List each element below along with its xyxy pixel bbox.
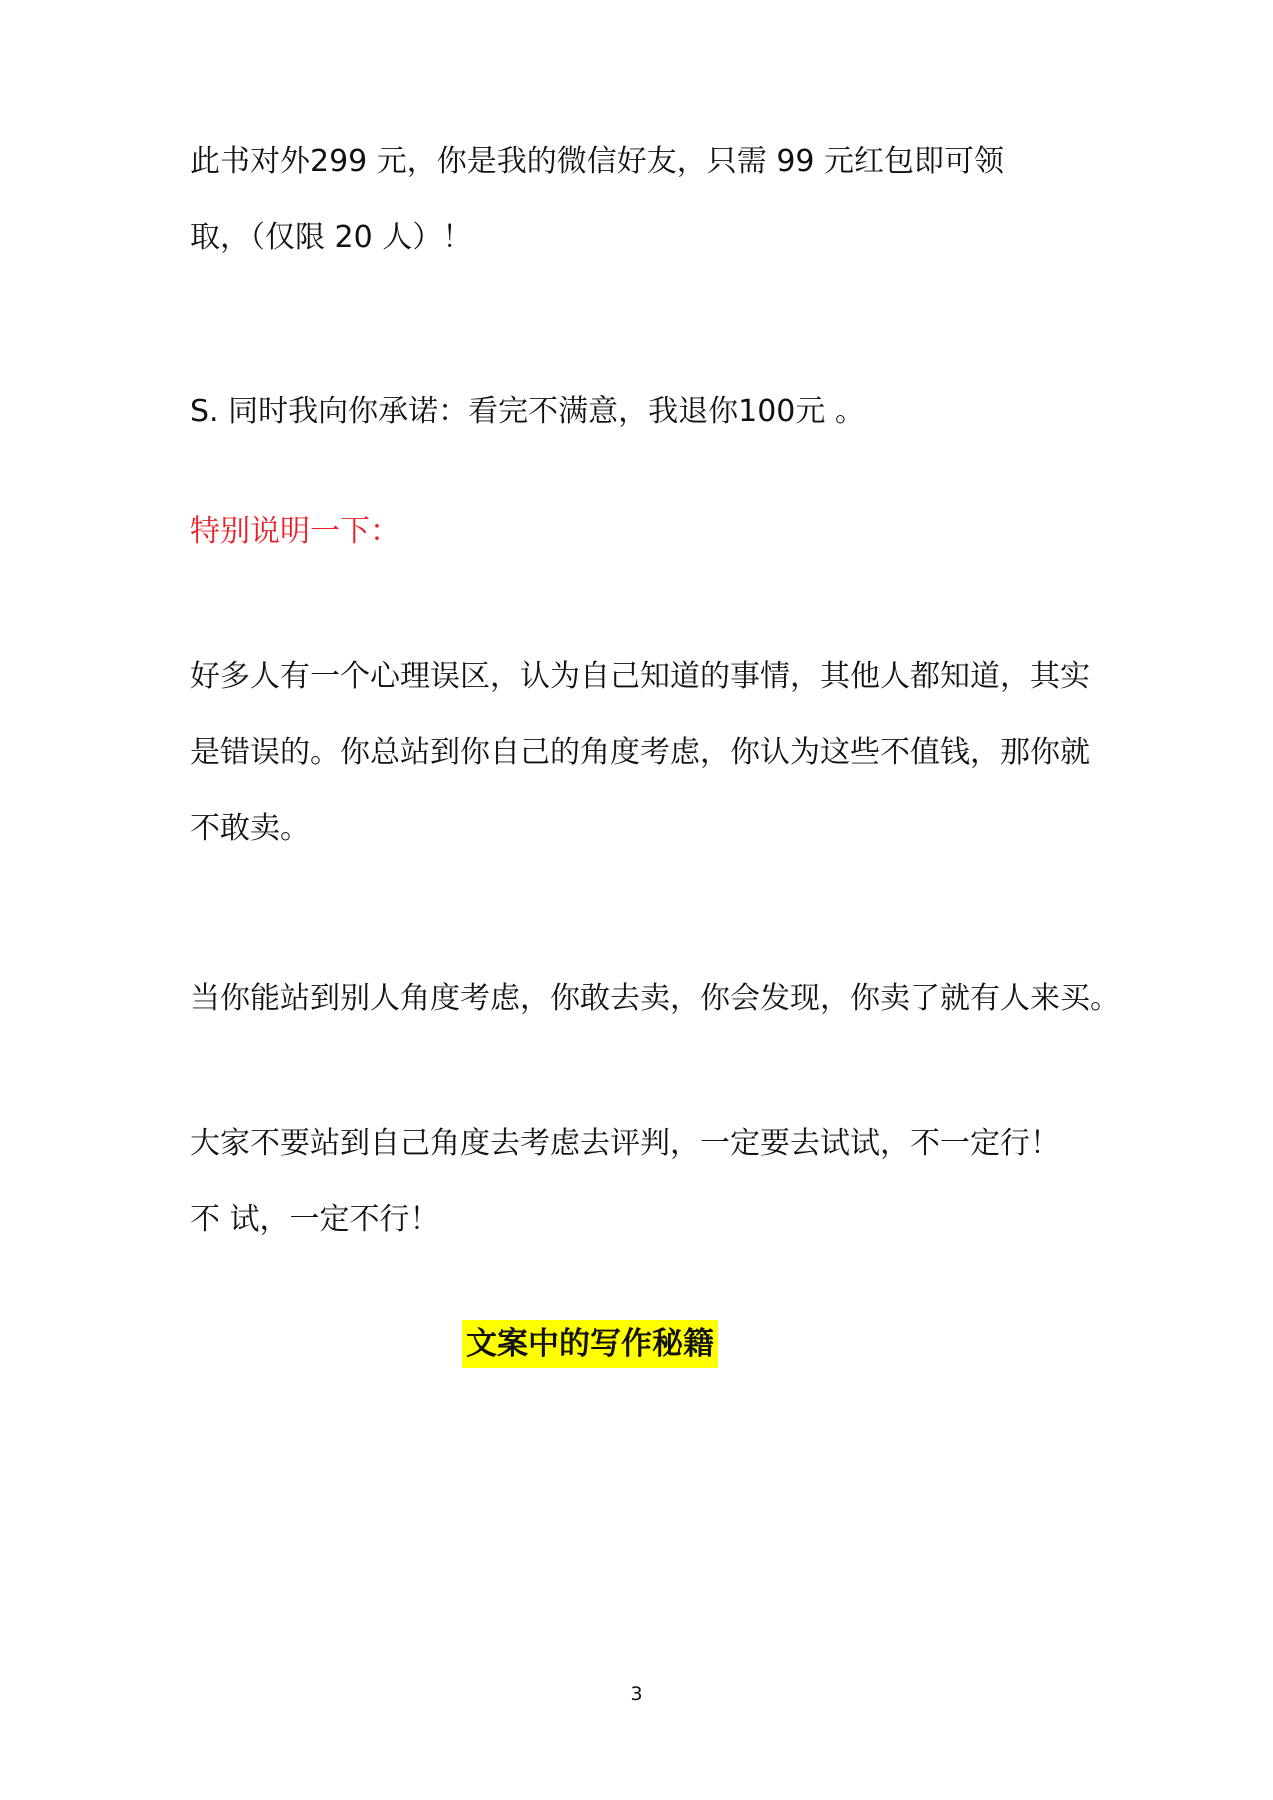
paragraph-promise: S. 同时我向你承诺：看完不满意，我退你100元 。 bbox=[190, 394, 865, 429]
paragraph-perspective: 当你能站到别人角度考虑，你敢去卖，你会发现，你卖了就有人来买。 bbox=[190, 981, 1120, 1016]
section-heading-highlight bbox=[462, 1320, 718, 1368]
paragraph-try-line-1: 大家不要站到自己角度去考虑去评判，一定要去试试，不一定行！ bbox=[190, 1126, 1060, 1161]
paragraph-misconception-line-2: 是错误的。你总站到你自己的角度考虑，你认为这些不值钱，那你就 bbox=[190, 735, 1090, 770]
special-note-heading: 特别说明一下： bbox=[190, 514, 400, 549]
paragraph-misconception-line-3: 不敢卖。 bbox=[190, 811, 310, 846]
paragraph-offer-line-2: 取，（仅限 20 人）！ bbox=[190, 220, 473, 255]
paragraph-try-line-2: 不 试，一定不行！ bbox=[190, 1202, 440, 1237]
paragraph-offer-line-1: 此书对外299 元，你是我的微信好友，只需 99 元红包即可领 bbox=[190, 144, 1005, 179]
page-number: 3 bbox=[630, 1683, 643, 1705]
paragraph-misconception-line-1: 好多人有一个心理误区，认为自己知道的事情，其他人都知道，其实 bbox=[190, 659, 1090, 694]
section-heading: 文案中的写作秘籍 bbox=[466, 1326, 714, 1362]
